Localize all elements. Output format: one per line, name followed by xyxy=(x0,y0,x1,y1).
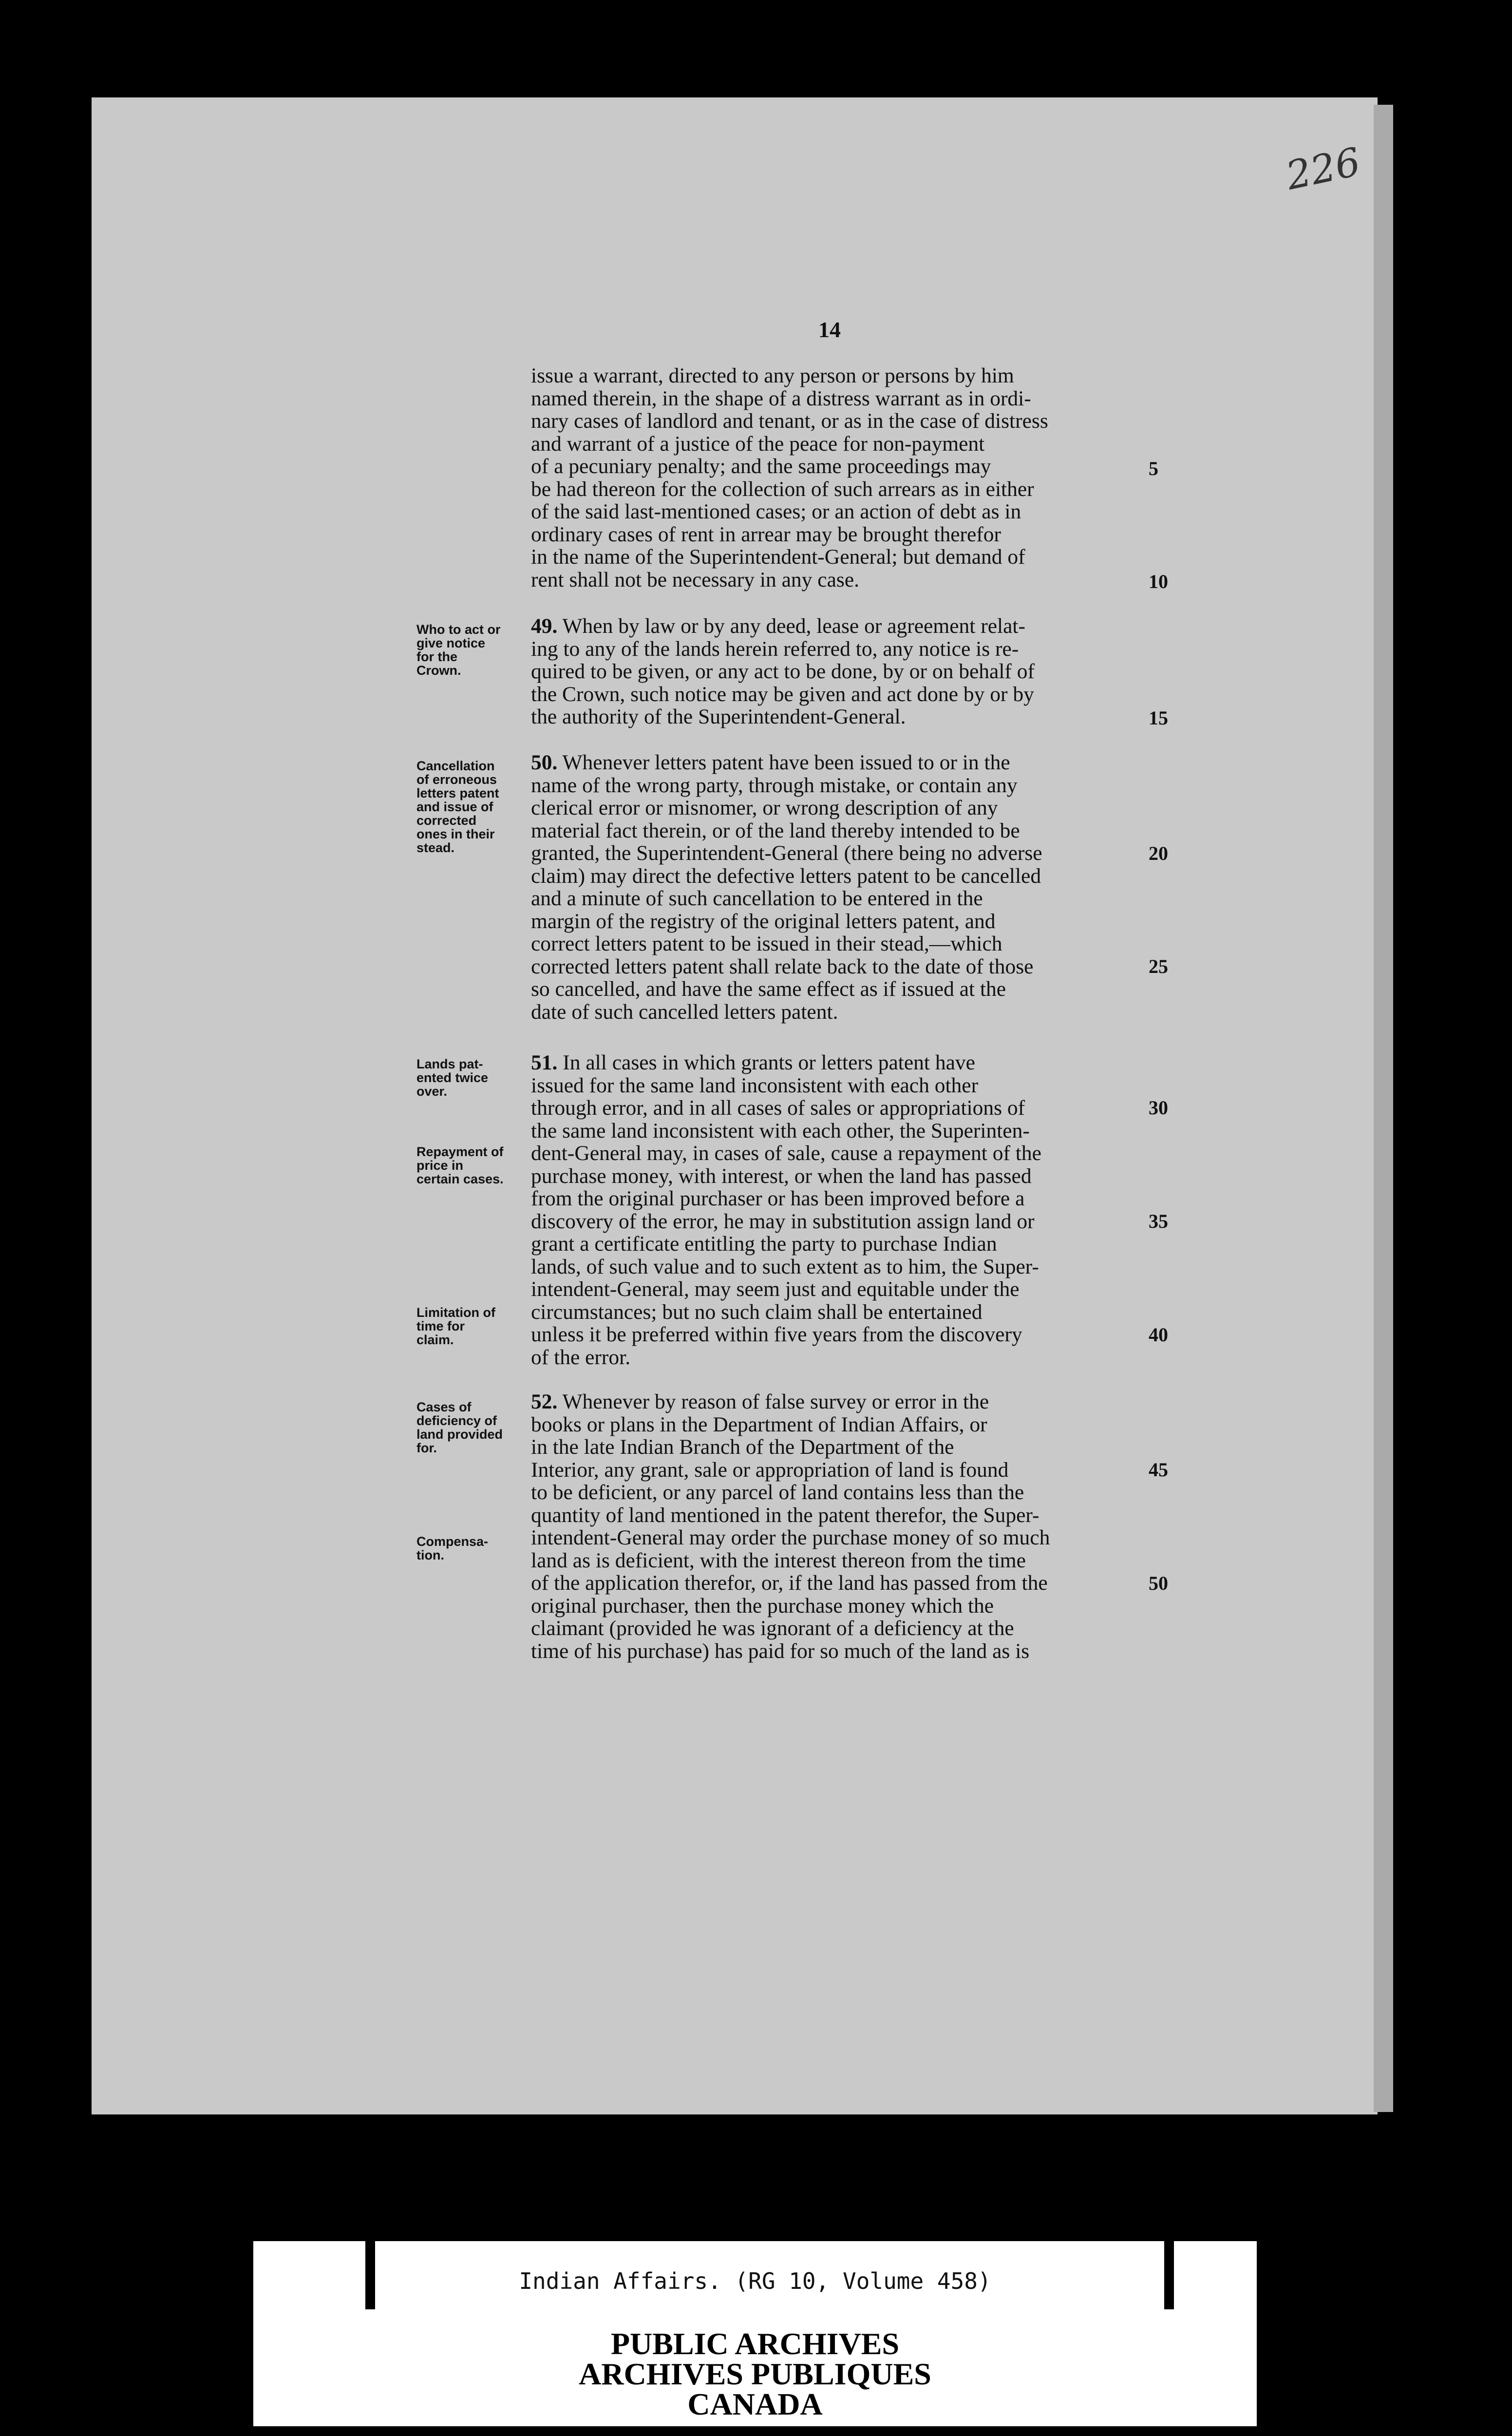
margin-note-line: over. xyxy=(416,1084,448,1099)
text-line: be had thereon for the collection of such arrears as in either xyxy=(531,477,1034,501)
section-number: 52. xyxy=(531,1390,558,1413)
text-line: of the application therefor, or, if the land has passed from the xyxy=(531,1571,1048,1595)
text-line: margin of the registry of the original letters patent, and xyxy=(531,909,996,933)
paragraph-continuation xyxy=(531,364,1145,591)
text-line: named therein, in the shape of a distress warrant as in ordi- xyxy=(531,386,1031,410)
text-line: quired to be given, or any act to be done, by or on behalf of xyxy=(531,660,1035,683)
margin-note-line: tion. xyxy=(416,1548,444,1562)
text-line xyxy=(531,615,1145,638)
text-line xyxy=(531,1390,1145,1413)
line-number: 5 xyxy=(1149,457,1158,479)
text-line: the authority of the Superintendent-General. xyxy=(531,705,906,728)
margin-note-line: stead. xyxy=(416,840,455,855)
margin-note-line: certain cases. xyxy=(416,1172,504,1186)
handwritten-folio-number: 226 xyxy=(1282,139,1364,199)
text-line-content: In all cases in which grants or letters patent have xyxy=(563,1051,975,1074)
margin-note-line: corrected xyxy=(416,813,477,828)
text-line: name of the wrong party, through mistake, or contain any xyxy=(531,773,1018,797)
margin-note-line: Who to act or xyxy=(416,622,501,637)
text-line: nary cases of landlord and tenant, or as in the case of distress xyxy=(531,409,1048,433)
text-line: ing to any of the lands herein referred to, any notice is re- xyxy=(531,637,1019,661)
text-line: grant a certificate entitling the party to purchase Indian xyxy=(531,1232,997,1256)
text-line: date of such cancelled letters patent. xyxy=(531,1000,838,1024)
margin-note-lands-patented-twice xyxy=(416,1057,529,1098)
text-line: issue a warrant, directed to any person or persons by him xyxy=(531,364,1014,387)
text-line: in the late Indian Branch of the Department of the xyxy=(531,1435,954,1459)
archive-name-line: ARCHIVES PUBLIQUES xyxy=(579,2357,931,2391)
text-line xyxy=(531,751,1145,774)
text-line: ordinary cases of rent in arrear may be brought therefor xyxy=(531,522,1002,546)
section-49 xyxy=(531,615,1145,728)
archive-reference: Indian Affairs. (RG 10, Volume 458) xyxy=(519,2268,991,2294)
section-50 xyxy=(531,751,1145,1023)
margin-note-line: claim. xyxy=(416,1332,454,1347)
text-line: original purchaser, then the purchase money which the xyxy=(531,1594,994,1618)
text-line: corrected letters patent shall relate back to the date of those xyxy=(531,954,1034,978)
text-line: the Crown, such notice may be given and act done by or by xyxy=(531,682,1034,706)
text-line-content: Whenever by reason of false survey or error in the xyxy=(562,1390,989,1413)
text-line: and warrant of a justice of the peace for non-payment xyxy=(531,432,985,456)
section-number: 50. xyxy=(531,751,558,774)
line-number: 25 xyxy=(1149,955,1168,977)
text-line: discovery of the error, he may in substitution assign land or xyxy=(531,1209,1035,1233)
text-line: of the said last-mentioned cases; or an action of debt as in xyxy=(531,500,1021,523)
line-number: 30 xyxy=(1149,1097,1168,1119)
margin-note-repayment xyxy=(416,1145,529,1186)
text-line: Interior, any grant, sale or appropriation of land is found xyxy=(531,1458,1009,1482)
text-line-content: Whenever letters patent have been issued to or in the xyxy=(562,751,1010,774)
margin-note-line: ones in their xyxy=(416,827,495,841)
section-number: 51. xyxy=(531,1051,558,1074)
page-edge xyxy=(1374,105,1393,2112)
text-line: rent shall not be necessary in any case. xyxy=(531,568,859,591)
archive-name xyxy=(253,2326,1257,2421)
margin-note-line: Lands pat- xyxy=(416,1057,483,1071)
margin-note-line: and issue of xyxy=(416,799,493,814)
text-line-content: When by law or by any deed, lease or agreement relat- xyxy=(562,614,1025,638)
margin-note-line: Cancellation xyxy=(416,759,495,773)
text-line: lands, of such value and to such extent as to him, the Super- xyxy=(531,1255,1039,1278)
line-number: 15 xyxy=(1149,707,1168,729)
archive-label-card xyxy=(253,2241,1257,2426)
section-52 xyxy=(531,1390,1145,1662)
margin-note-line: deficiency of xyxy=(416,1413,497,1428)
margin-note-cancellation xyxy=(416,759,529,855)
margin-note-line: Repayment of xyxy=(416,1144,504,1159)
margin-note-deficiency xyxy=(416,1400,529,1455)
margin-note-line: give notice xyxy=(416,636,486,650)
text-line: in the name of the Superintendent-General; but demand of xyxy=(531,545,1025,569)
text-line: intendent-General may order the purchase money of so much xyxy=(531,1526,1050,1549)
text-line: intendent-General, may seem just and equitable under the xyxy=(531,1277,1020,1301)
margin-note-line: Crown. xyxy=(416,663,461,678)
margin-note-notice-for-crown xyxy=(416,623,529,677)
text-line: claim) may direct the defective letters patent to be cancelled xyxy=(531,864,1041,888)
section-number: 49. xyxy=(531,614,558,638)
page-number: 14 xyxy=(818,317,841,342)
margin-note-line: of erroneous xyxy=(416,772,497,787)
text-line: material fact therein, or of the land thereby intended to be xyxy=(531,818,1020,842)
margin-note-line: price in xyxy=(416,1158,464,1173)
text-line: to be deficient, or any parcel of land contains less than the xyxy=(531,1481,1024,1504)
text-line: granted, the Superintendent-General (there being no adverse xyxy=(531,841,1042,865)
text-line: dent-General may, in cases of sale, cause a repayment of the xyxy=(531,1142,1041,1165)
text-line: books or plans in the Department of Indian Affairs, or xyxy=(531,1412,987,1436)
margin-note-line: land provided xyxy=(416,1427,503,1442)
text-line: the same land inconsistent with each other, the Superinten- xyxy=(531,1119,1030,1142)
line-number: 40 xyxy=(1149,1324,1168,1346)
margin-note-line: time for xyxy=(416,1319,465,1333)
text-line: from the original purchaser or has been improved before a xyxy=(531,1187,1025,1210)
text-line: so cancelled, and have the same effect as if issued at the xyxy=(531,977,1006,1001)
margin-note-line: for. xyxy=(416,1441,437,1455)
text-line: through error, and in all cases of sales or appropriations of xyxy=(531,1096,1025,1120)
archive-name-line: CANADA xyxy=(687,2387,823,2421)
margin-note-line: ented twice xyxy=(416,1070,489,1085)
text-line: unless it be preferred within five years from the discovery xyxy=(531,1323,1022,1346)
line-number: 50 xyxy=(1149,1572,1168,1594)
margin-note-line: for the xyxy=(416,649,457,664)
text-line: of a pecuniary penalty; and the same proceedings may xyxy=(531,455,991,478)
margin-note-line: letters patent xyxy=(416,786,499,800)
text-line: clerical error or misnomer, or wrong description of any xyxy=(531,796,998,819)
text-line: of the error. xyxy=(531,1345,631,1369)
text-line: time of his purchase) has paid for so much of the land as is xyxy=(531,1639,1030,1663)
text-line: quantity of land mentioned in the patent therefor, the Super- xyxy=(531,1503,1040,1527)
section-51 xyxy=(531,1051,1145,1369)
text-line: land as is deficient, with the interest thereon from the time xyxy=(531,1548,1026,1572)
text-line: purchase money, with interest, or when the land has passed xyxy=(531,1164,1032,1188)
text-line: issued for the same land inconsistent with each other xyxy=(531,1073,979,1097)
margin-note-line: Cases of xyxy=(416,1400,472,1414)
text-line: correct letters patent to be issued in their stead,—which xyxy=(531,932,1002,955)
text-line: claimant (provided he was ignorant of a deficiency at the xyxy=(531,1617,1014,1640)
margin-note-line: Limitation of xyxy=(416,1305,495,1320)
line-number: 10 xyxy=(1149,571,1168,592)
text-line xyxy=(531,1051,1145,1074)
archive-name-line: PUBLIC ARCHIVES xyxy=(610,2326,900,2361)
line-number: 45 xyxy=(1149,1459,1168,1481)
margin-note-line: Compensa- xyxy=(416,1534,489,1549)
margin-note-compensation xyxy=(416,1535,529,1562)
line-number: 35 xyxy=(1149,1210,1168,1232)
text-line: and a minute of such cancellation to be entered in the xyxy=(531,887,983,910)
line-number: 20 xyxy=(1149,842,1168,864)
text-line: circumstances; but no such claim shall be entertained xyxy=(531,1300,983,1324)
margin-note-limitation xyxy=(416,1306,529,1347)
